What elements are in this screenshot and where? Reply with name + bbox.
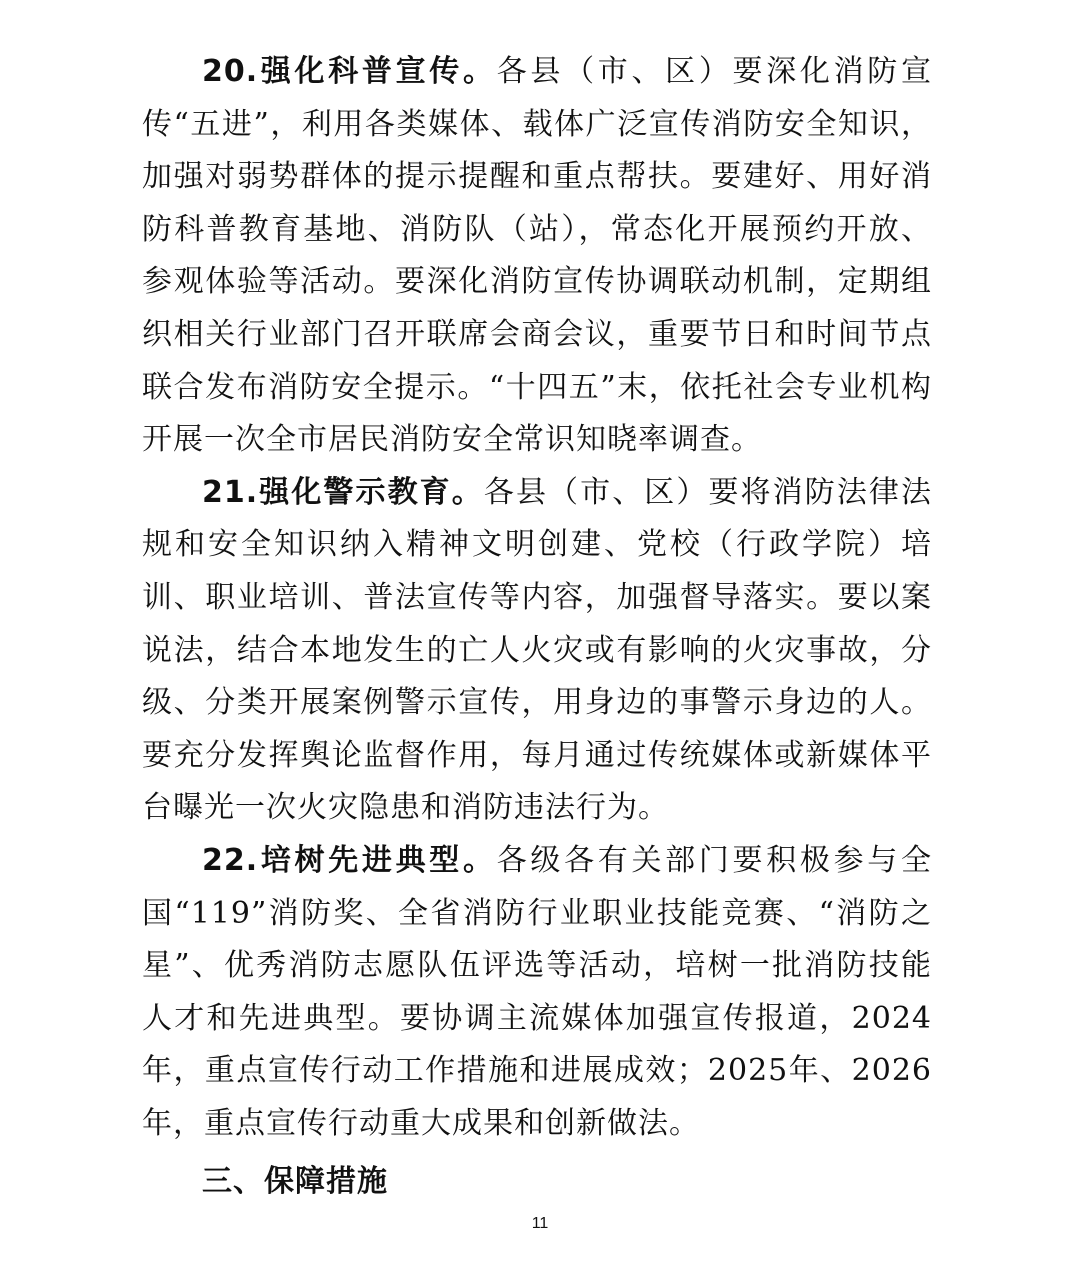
paragraph-22-body: 各级各有关部门要积极参与全国“119”消防奖、全省消防行业职业技能竞赛、“消防之星”、优秀消防志愿队伍评选等活动，培树一批消防技能人才和先进典型。要协调主流媒体加强宣传报道，2024年，重点宣传行动工作措施和进展成效；2025年、2026年，重点宣传行动重大成果和创新做法。 xyxy=(142,842,932,1141)
document-body xyxy=(142,46,932,1209)
paragraph-21-heading: 21.强化警示教育。 xyxy=(202,474,484,510)
section-title: 三、保障措施 xyxy=(202,1164,388,1200)
paragraph-21 xyxy=(142,467,932,835)
paragraph-20-body: 各县（市、区）要深化消防宣传“五进”，利用各类媒体、载体广泛宣传消防安全知识，加强对弱势群体的提示提醒和重点帮扶。要建好、用好消防科普教育基地、消防队（站），常态化开展预约开放、参观体验等活动。要深化消防宣传协调联动机制，定期组织相关行业部门召开联席会商会议，重要节日和时间节点联合发布消防安全提示。“十四五”末，依托社会专业机构开展一次全市居民消防安全常识知晓率调查。 xyxy=(142,54,932,458)
page-number: 11 xyxy=(531,1215,549,1232)
paragraph-20 xyxy=(142,46,932,467)
paragraph-21-body: 各县（市、区）要将消防法律法规和安全知识纳入精神文明创建、党校（行政学院）培训、职业培训、普法宣传等内容，加强督导落实。要以案说法，结合本地发生的亡人火灾或有影响的火灾事故，分级、分类开展案例警示宣传，用身边的事警示身边的人。要充分发挥舆论监督作用，每月通过传统媒体或新媒体平台曝光一次火灾隐患和消防违法行为。 xyxy=(142,474,933,826)
paragraph-22 xyxy=(142,835,932,1151)
paragraph-22-heading: 22.培树先进典型。 xyxy=(202,842,497,878)
paragraph-20-heading: 20.强化科普宣传。 xyxy=(202,54,497,89)
